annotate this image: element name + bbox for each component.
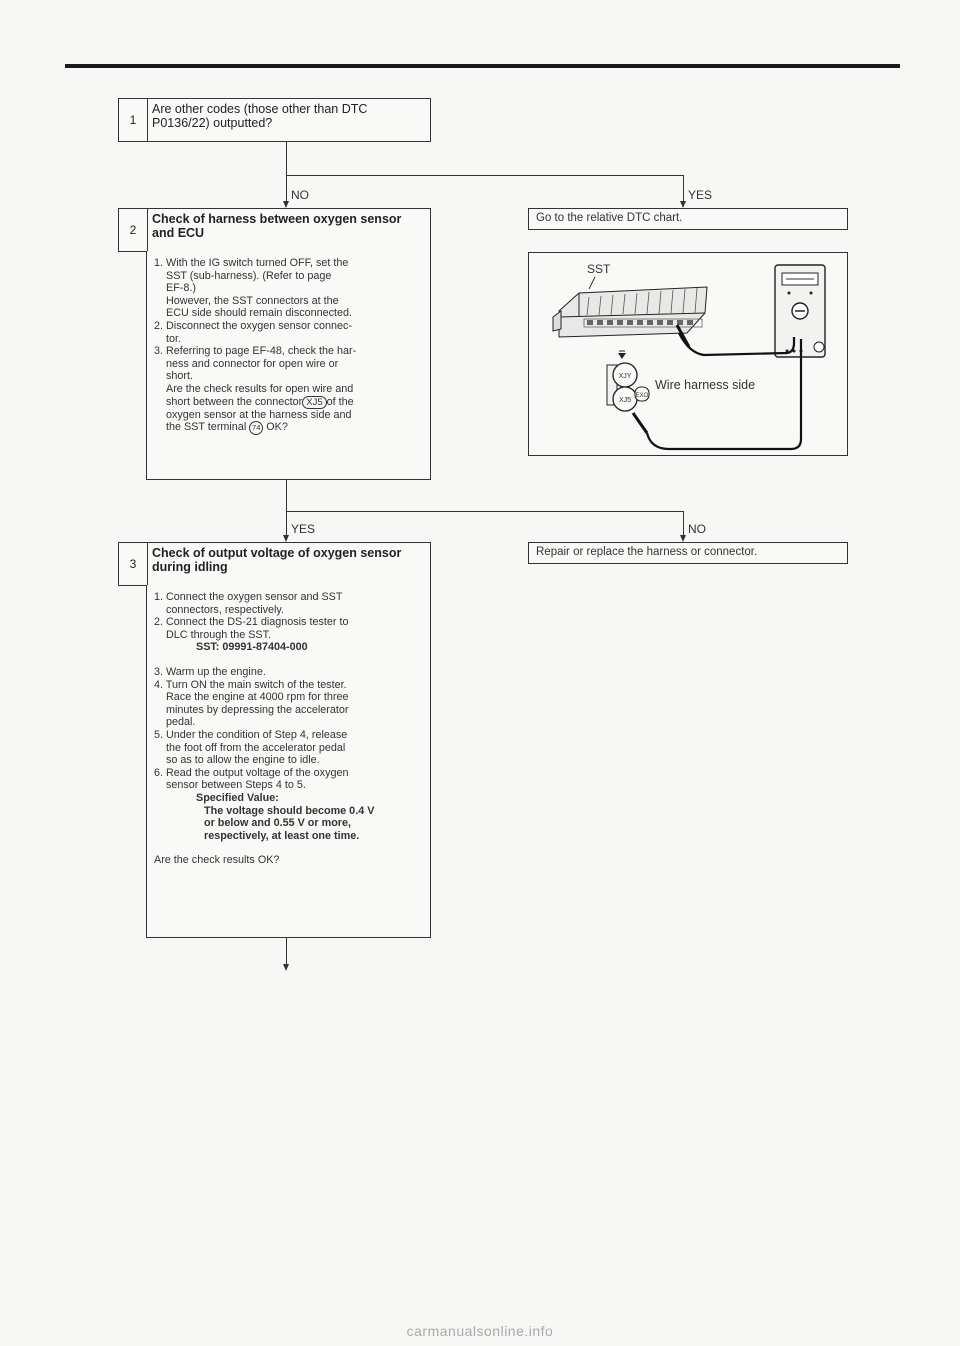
connector-code: EXO [635, 393, 649, 399]
step-2-line: short between the connector [166, 395, 303, 408]
step-3-line: 4. Turn ON the main switch of the tester. [154, 678, 347, 691]
step-3-line: SST: 09991-87404-000 [196, 641, 308, 654]
step-3-box [118, 542, 431, 586]
step-2-line: 1. With the IG switch turned OFF, set the [154, 257, 349, 269]
step-2-question: Check of harness between oxygen sensor and ECU [152, 212, 402, 240]
connector-code: XJ5 [618, 397, 632, 404]
step-2-line: 3. Referring to page EF-48, check the har- [154, 345, 357, 358]
connector-line [286, 142, 287, 204]
branch-yes-label: YES [688, 188, 713, 202]
step-3-line: the foot off from the accelerator pedal [166, 741, 346, 754]
step-1-number: 1 [119, 99, 148, 141]
step-2-line: oxygen sensor at the harness side and [166, 408, 352, 421]
step-2-box [118, 208, 431, 252]
connector-code-badge: XJ5 [302, 396, 326, 409]
step-3-line: or below and 0.55 V or more, [204, 817, 351, 830]
arrow-down-icon [283, 201, 289, 208]
step-3-line: respectively, at least one time. [204, 829, 360, 842]
step-3-line: 1. Connect the oxygen sensor and SST [154, 591, 343, 603]
step-2-line: OK? [266, 421, 288, 434]
step-3-line: 2. Connect the DS-21 diagnosis tester to [154, 616, 349, 629]
step-2-line: the SST terminal [166, 421, 247, 434]
step-3-details [146, 585, 431, 938]
top-rule [65, 64, 900, 68]
arrow-down-icon [283, 535, 289, 542]
step-3-line: 3. Warm up the engine. [154, 665, 266, 678]
step-3-line: Specified Value: [196, 791, 279, 804]
step-3-line: pedal. [166, 716, 196, 729]
step-2-line: 2. Disconnect the oxygen sensor connec- [154, 319, 353, 332]
terminal-number-badge: 74 [249, 421, 263, 435]
step-3-line: Are the check results OK? [154, 854, 280, 867]
sst-label: SST [587, 262, 611, 276]
connector-line [286, 480, 287, 539]
step-3-line: Race the engine at 4000 rpm for three [166, 691, 349, 704]
step-2-line: Are the check results for open wire and [166, 382, 354, 395]
step-3-line: DLC through the SST. [166, 628, 272, 641]
step-3-line: The voltage should become 0.4 V [204, 804, 375, 817]
arrow-down-icon [283, 964, 289, 971]
step-2-line: ECU side should remain disconnected. [166, 307, 353, 320]
branch-no-label: NO [291, 188, 309, 202]
step-1-question: Are other codes (those other than DTC P0136/22) outputted? [152, 102, 368, 130]
step-3-line: 5. Under the condition of Step 4, release [154, 728, 348, 741]
sst-harness-diagram [529, 253, 847, 455]
step-2-line: short. [166, 370, 194, 383]
yes-result-box: Go to the relative DTC chart. [528, 208, 848, 230]
step-2-line: tor. [166, 332, 182, 345]
harness-figure [528, 252, 848, 456]
step-2-details [146, 251, 431, 480]
step-2-line: However, the SST connectors at the [166, 294, 339, 307]
step-1-box [118, 98, 431, 142]
arrow-down-icon [680, 535, 686, 542]
step-3-line: minutes by depressing the accelerator [166, 703, 349, 716]
step-2-line: of the [326, 395, 354, 408]
connector-line [286, 175, 684, 176]
step-3-line: 6. Read the output voltage of the oxygen [154, 766, 349, 779]
wire-harness-label: Wire harness side [655, 378, 756, 392]
step-2-line: ness and connector for open wire or [166, 357, 339, 370]
step-3-number: 3 [119, 543, 148, 585]
step-3-question: Check of output voltage of oxygen sensor during idling [152, 546, 402, 574]
arrow-down-icon [680, 201, 686, 208]
connector-code: XJY [618, 373, 632, 380]
step-3-line: so as to allow the engine to idle. [166, 754, 320, 767]
step-3-line: connectors, respectively. [166, 603, 285, 616]
step-2-line: SST (sub-harness). (Refer to page [166, 269, 332, 282]
step-3-line: sensor between Steps 4 to 5. [166, 779, 306, 792]
no-result-box: Repair or replace the harness or connector. [528, 542, 848, 564]
step-2-number: 2 [119, 209, 148, 251]
connector-line [286, 511, 684, 512]
branch-no-label: NO [688, 522, 706, 536]
oxygen-sensor-connector-icon [607, 351, 649, 411]
sst-harness-icon [553, 287, 707, 337]
branch-yes-label: YES [291, 522, 316, 536]
step-2-line: EF-8.) [166, 282, 196, 295]
watermark: carmanualsonline.info [406, 1323, 554, 1339]
